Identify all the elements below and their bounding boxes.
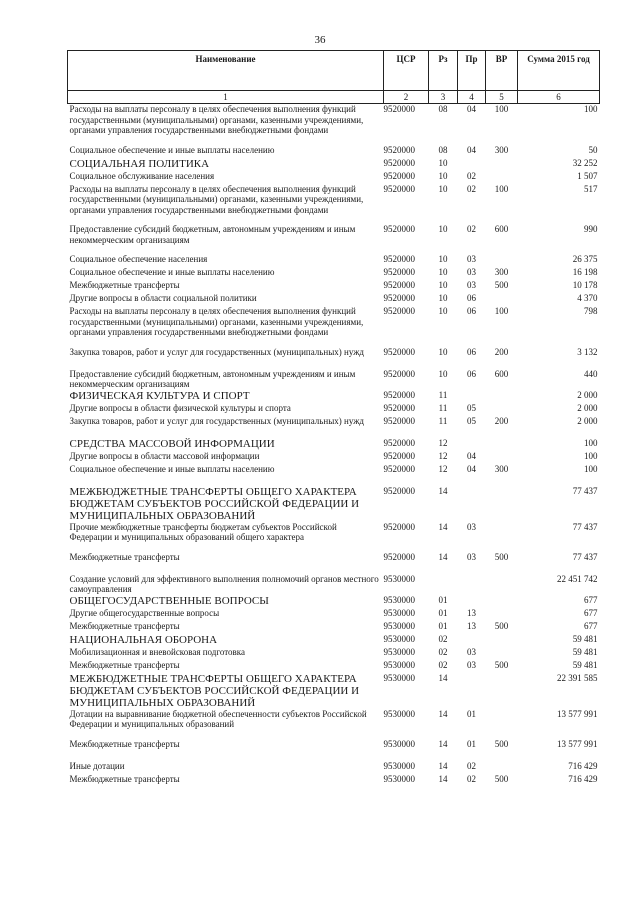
table-row xyxy=(68,595,600,608)
row-spacer xyxy=(68,752,600,761)
row-amount: 100 xyxy=(584,450,598,461)
row-name: Расходы на выплаты персоналу в целях обеспечения выполнения функций государственными (муниципальными) органами, казенными учреждениями, органами управления государственными внебюджетными фондами xyxy=(69,104,364,135)
column-number: 5 xyxy=(486,91,518,104)
row-amount: 50 xyxy=(588,144,598,155)
table-row xyxy=(68,608,600,621)
row-csr: 9520000 xyxy=(383,463,415,474)
row-pr: 13 xyxy=(467,607,476,618)
row-pr: 04 xyxy=(467,104,476,114)
row-amount: 440 xyxy=(584,368,598,379)
row-rz: 01 xyxy=(438,620,448,631)
row-vr xyxy=(486,158,518,171)
row-rz: 14 xyxy=(438,672,448,683)
row-vr: 200 xyxy=(494,346,509,357)
row-amount: 22 391 585 xyxy=(557,672,598,683)
table-row xyxy=(68,621,600,634)
table-row xyxy=(68,184,600,216)
row-csr: 9520000 xyxy=(383,170,415,181)
row-vr xyxy=(486,608,518,621)
row-amount: 59 481 xyxy=(572,633,598,644)
row-rz: 10 xyxy=(438,157,448,168)
row-pr: 05 xyxy=(467,402,476,413)
row-vr: 500 xyxy=(494,738,509,749)
row-rz: 12 xyxy=(438,437,448,448)
row-amount: 77 437 xyxy=(572,551,598,562)
row-rz: 10 xyxy=(438,280,448,290)
row-vr: 600 xyxy=(494,224,509,234)
table-row xyxy=(68,761,600,774)
row-pr: 02 xyxy=(467,773,476,784)
row-name: Социальное обеспечение и иные выплаты населению xyxy=(69,267,275,277)
row-vr: 500 xyxy=(494,659,509,670)
row-pr: 04 xyxy=(467,450,476,461)
row-amount: 59 481 xyxy=(572,646,598,657)
row-name: Социальное обеспечение и иные выплаты населению xyxy=(69,144,275,155)
row-pr: 02 xyxy=(467,170,476,181)
row-csr: 9520000 xyxy=(383,157,415,168)
row-pr xyxy=(458,595,486,608)
row-name: Иные дотации xyxy=(69,760,125,771)
row-amount: 677 xyxy=(584,607,598,618)
row-csr: 9520000 xyxy=(383,402,415,413)
row-vr xyxy=(486,574,518,595)
row-vr xyxy=(486,634,518,647)
row-amount: 2 000 xyxy=(577,402,598,413)
row-pr: 06 xyxy=(467,346,476,357)
table-row xyxy=(68,673,600,709)
row-name: Другие вопросы в области массовой информации xyxy=(69,450,260,461)
table-row xyxy=(68,438,600,451)
row-amount: 716 429 xyxy=(568,760,598,771)
row-amount: 32 252 xyxy=(572,157,598,168)
row-spacer-cell xyxy=(68,338,600,347)
row-vr xyxy=(486,451,518,464)
row-rz: 14 xyxy=(438,551,448,562)
row-spacer xyxy=(68,543,600,552)
row-spacer xyxy=(68,730,600,739)
table-row xyxy=(68,171,600,184)
row-vr xyxy=(486,403,518,416)
row-csr: 9520000 xyxy=(383,280,415,290)
row-vr xyxy=(486,522,518,543)
row-name: Межбюджетные трансферты xyxy=(69,773,180,784)
row-rz: 10 xyxy=(438,293,448,303)
table-row xyxy=(68,403,600,416)
row-name: Межбюджетные трансферты xyxy=(69,551,180,562)
row-name: Прочие межбюджетные трансферты бюджетам субъектов Российской Федерации и муниципальных образований общего характера xyxy=(69,521,337,542)
row-rz: 10 xyxy=(438,224,448,234)
row-vr: 100 xyxy=(494,183,509,194)
row-vr: 500 xyxy=(494,620,509,631)
row-amount: 677 xyxy=(584,594,598,605)
row-csr: 9520000 xyxy=(383,254,415,264)
row-rz: 12 xyxy=(438,450,448,461)
row-name: Мобилизационная и вневойсковая подготовка xyxy=(69,646,246,657)
row-csr: 9520000 xyxy=(383,224,415,234)
row-vr: 500 xyxy=(494,773,509,784)
row-pr xyxy=(458,673,486,709)
row-pr: 03 xyxy=(467,267,476,277)
row-csr: 9520000 xyxy=(383,293,415,303)
row-pr xyxy=(458,390,486,403)
row-pr xyxy=(458,438,486,451)
row-rz: 10 xyxy=(438,346,448,357)
row-csr: 9530000 xyxy=(383,573,415,584)
row-rz: 11 xyxy=(438,415,448,426)
column-number-row xyxy=(68,91,600,104)
row-amount: 77 437 xyxy=(572,485,598,496)
row-name: Закупка товаров, работ и услуг для государственных (муниципальных) нужд xyxy=(69,415,364,426)
row-spacer xyxy=(68,360,600,369)
column-number: 3 xyxy=(429,91,458,104)
row-vr: 300 xyxy=(494,144,509,155)
row-csr: 9520000 xyxy=(383,551,415,562)
table-row xyxy=(68,104,600,136)
table-row xyxy=(68,280,600,293)
row-pr: 02 xyxy=(467,224,476,234)
row-pr: 03 xyxy=(467,551,476,562)
table-row xyxy=(68,254,600,267)
row-pr: 03 xyxy=(467,659,476,670)
row-name: Предоставление субсидий бюджетным, автономным учреждениям и иным некоммерческим организациям xyxy=(69,368,356,389)
table-row xyxy=(68,390,600,403)
row-rz: 08 xyxy=(438,104,448,114)
row-csr: 9520000 xyxy=(383,144,415,155)
row-name: Социальное обеспечение населения xyxy=(69,254,208,264)
row-vr: 300 xyxy=(494,267,509,277)
row-vr xyxy=(486,293,518,306)
row-spacer-cell xyxy=(68,543,600,552)
row-rz: 02 xyxy=(438,659,448,670)
row-spacer xyxy=(68,565,600,574)
row-name: Расходы на выплаты персоналу в целях обеспечения выполнения функций государственными (муниципальными) органами, казенными учреждениями, органами управления государственными внебюджетными фондами xyxy=(69,306,364,337)
row-name: Социальное обеспечение и иные выплаты населению xyxy=(69,463,275,474)
page-number: 36 xyxy=(314,34,326,46)
budget-table xyxy=(67,50,600,787)
row-rz: 14 xyxy=(438,773,448,784)
row-pr: 13 xyxy=(467,620,476,631)
row-vr: 500 xyxy=(494,280,509,290)
row-name: СРЕДСТВА МАССОВОЙ ИНФОРМАЦИИ xyxy=(69,437,275,450)
row-spacer xyxy=(68,136,600,145)
row-amount: 100 xyxy=(584,437,598,448)
row-vr xyxy=(486,709,518,730)
row-name: Межбюджетные трансферты xyxy=(69,738,180,749)
row-spacer xyxy=(68,477,600,486)
row-csr: 9530000 xyxy=(383,760,415,771)
row-pr xyxy=(458,158,486,171)
row-name: МЕЖБЮДЖЕТНЫЕ ТРАНСФЕРТЫ ОБЩЕГО ХАРАКТЕРА БЮДЖЕТАМ СУБЪЕКТОВ РОССИЙСКОЙ ФЕДЕРАЦИИ И МУНИЦИПАЛЬНЫХ ОБРАЗОВАНИЙ xyxy=(69,672,360,709)
row-rz: 08 xyxy=(438,144,448,155)
row-vr: 300 xyxy=(494,463,509,474)
row-vr: 200 xyxy=(494,415,509,426)
row-name: Межбюджетные трансферты xyxy=(69,280,180,290)
table-row xyxy=(68,347,600,360)
row-csr: 9520000 xyxy=(383,306,415,316)
row-amount: 716 429 xyxy=(568,773,598,784)
row-rz: 01 xyxy=(438,594,448,605)
row-spacer-cell xyxy=(68,429,600,438)
row-pr: 02 xyxy=(467,183,476,194)
row-csr: 9520000 xyxy=(383,183,415,194)
row-vr: 100 xyxy=(494,104,509,114)
row-pr xyxy=(458,634,486,647)
row-name: ОБЩЕГОСУДАРСТВЕННЫЕ ВОПРОСЫ xyxy=(69,594,269,607)
table-row xyxy=(68,522,600,543)
row-rz: 10 xyxy=(438,183,448,194)
row-amount: 13 577 991 xyxy=(557,708,598,719)
row-vr xyxy=(486,595,518,608)
row-pr: 03 xyxy=(467,646,476,657)
row-name: Создание условий для эффективного выполнения полномочий органов местного самоуправления xyxy=(69,573,379,594)
header-row xyxy=(68,51,600,91)
table-row xyxy=(68,224,600,245)
row-spacer xyxy=(68,338,600,347)
row-spacer-cell xyxy=(68,245,600,254)
row-csr: 9520000 xyxy=(383,415,415,426)
row-csr: 9530000 xyxy=(383,594,415,605)
row-spacer xyxy=(68,245,600,254)
row-pr: 04 xyxy=(467,463,476,474)
row-spacer xyxy=(68,429,600,438)
row-spacer-cell xyxy=(68,360,600,369)
row-vr xyxy=(486,171,518,184)
row-name: Межбюджетные трансферты xyxy=(69,659,180,670)
row-name: Другие общегосударственные вопросы xyxy=(69,607,220,618)
row-spacer-cell xyxy=(68,215,600,224)
row-rz: 14 xyxy=(438,485,448,496)
column-header-rz: Рз xyxy=(429,51,458,91)
column-header-pr: Пр xyxy=(458,51,486,91)
row-rz: 10 xyxy=(438,368,448,379)
table-row xyxy=(68,552,600,565)
column-number: 4 xyxy=(458,91,486,104)
row-vr xyxy=(486,486,518,522)
table-row xyxy=(68,464,600,477)
row-csr: 9530000 xyxy=(383,659,415,670)
row-csr: 9530000 xyxy=(383,672,415,683)
row-vr xyxy=(486,254,518,267)
column-header-vr: ВР xyxy=(486,51,518,91)
row-pr: 03 xyxy=(467,521,476,532)
row-amount: 1 507 xyxy=(577,170,598,181)
row-amount: 26 375 xyxy=(572,254,598,264)
row-rz: 14 xyxy=(438,708,448,719)
row-pr xyxy=(458,486,486,522)
row-rz: 02 xyxy=(438,633,448,644)
row-rz: 10 xyxy=(438,267,448,277)
row-csr: 9520000 xyxy=(383,521,415,532)
table-row xyxy=(68,574,600,595)
row-name: НАЦИОНАЛЬНАЯ ОБОРОНА xyxy=(69,633,218,646)
row-vr xyxy=(486,761,518,774)
row-csr: 9520000 xyxy=(383,450,415,461)
row-pr: 04 xyxy=(467,144,476,155)
row-rz: 10 xyxy=(438,306,448,316)
row-name: СОЦИАЛЬНАЯ ПОЛИТИКА xyxy=(69,157,210,170)
row-spacer-cell xyxy=(68,730,600,739)
row-rz: 12 xyxy=(438,463,448,474)
table-row xyxy=(68,709,600,730)
row-name: Предоставление субсидий бюджетным, автономным учреждениям и иным некоммерческим организациям xyxy=(69,224,356,245)
table-row xyxy=(68,369,600,390)
row-csr: 9530000 xyxy=(383,773,415,784)
row-csr: 9530000 xyxy=(383,620,415,631)
row-pr: 02 xyxy=(467,760,476,771)
row-name: Расходы на выплаты персоналу в целях обеспечения выполнения функций государственными (муниципальными) органами, казенными учреждениями, органами управления государственными внебюджетными фондами xyxy=(69,183,364,215)
row-csr: 9520000 xyxy=(383,437,415,448)
table-row xyxy=(68,634,600,647)
table-row xyxy=(68,293,600,306)
row-vr: 100 xyxy=(494,306,509,316)
row-pr: 03 xyxy=(467,280,476,290)
column-header-sum: Сумма 2015 год xyxy=(518,51,600,91)
row-spacer-cell xyxy=(68,477,600,486)
row-csr: 9530000 xyxy=(383,708,415,719)
row-csr: 9520000 xyxy=(383,368,415,379)
column-number: 1 xyxy=(68,91,384,104)
row-csr: 9530000 xyxy=(383,607,415,618)
table-header xyxy=(68,51,600,104)
table-body xyxy=(68,104,600,787)
table-row xyxy=(68,267,600,280)
table-row xyxy=(68,486,600,522)
row-pr: 06 xyxy=(467,306,476,316)
row-amount: 990 xyxy=(584,224,598,234)
row-csr: 9530000 xyxy=(383,633,415,644)
table-row xyxy=(68,306,600,338)
row-pr: 06 xyxy=(467,293,476,303)
column-number: 2 xyxy=(384,91,429,104)
row-rz: 10 xyxy=(438,254,448,264)
row-rz: 02 xyxy=(438,646,448,657)
row-amount: 677 xyxy=(584,620,598,631)
row-name: Закупка товаров, работ и услуг для государственных (муниципальных) нужд xyxy=(69,346,364,357)
table-row xyxy=(68,660,600,673)
row-rz: 10 xyxy=(438,170,448,181)
row-spacer-cell xyxy=(68,565,600,574)
row-amount: 100 xyxy=(584,104,598,114)
row-rz: 14 xyxy=(438,760,448,771)
row-vr: 500 xyxy=(494,551,509,562)
column-number: 6 xyxy=(518,91,600,104)
row-pr xyxy=(458,574,486,595)
row-name: МЕЖБЮДЖЕТНЫЕ ТРАНСФЕРТЫ ОБЩЕГО ХАРАКТЕРА БЮДЖЕТАМ СУБЪЕКТОВ РОССИЙСКОЙ ФЕДЕРАЦИИ И МУНИЦИПАЛЬНЫХ ОБРАЗОВАНИЙ xyxy=(69,485,360,522)
row-spacer-cell xyxy=(68,752,600,761)
row-name: Дотации на выравнивание бюджетной обеспеченности субъектов Российской Федерации и муниципальных образований xyxy=(69,708,367,729)
row-vr xyxy=(486,438,518,451)
row-name: Межбюджетные трансферты xyxy=(69,620,180,631)
row-amount: 13 577 991 xyxy=(557,738,598,749)
row-rz: 11 xyxy=(438,402,448,413)
table-row xyxy=(68,647,600,660)
row-amount: 22 451 742 xyxy=(557,573,598,584)
row-amount: 2 000 xyxy=(577,389,598,400)
table-row xyxy=(68,451,600,464)
row-amount: 2 000 xyxy=(577,415,598,426)
row-csr: 9520000 xyxy=(383,485,415,496)
row-csr: 9520000 xyxy=(383,267,415,277)
row-pr: 03 xyxy=(467,254,476,264)
row-spacer-cell xyxy=(68,136,600,145)
row-name: Другие вопросы в области физической культуры и спорта xyxy=(69,402,291,413)
row-spacer xyxy=(68,215,600,224)
row-vr: 600 xyxy=(494,368,509,379)
row-csr: 9520000 xyxy=(383,104,415,114)
row-amount: 517 xyxy=(584,183,598,194)
row-rz: 14 xyxy=(438,738,448,749)
row-name: ФИЗИЧЕСКАЯ КУЛЬТУРА И СПОРТ xyxy=(69,389,250,402)
row-rz xyxy=(429,574,458,595)
column-header-csr: ЦСР xyxy=(384,51,429,91)
table-row xyxy=(68,416,600,429)
row-csr: 9530000 xyxy=(383,646,415,657)
row-pr: 05 xyxy=(467,415,476,426)
row-amount: 4 370 xyxy=(577,293,598,303)
row-vr xyxy=(486,673,518,709)
row-amount: 100 xyxy=(584,463,598,474)
row-amount: 10 178 xyxy=(572,280,598,290)
row-pr: 06 xyxy=(467,368,476,379)
row-pr: 01 xyxy=(467,708,476,719)
table-row xyxy=(68,145,600,158)
row-pr: 01 xyxy=(467,738,476,749)
row-vr xyxy=(486,390,518,403)
row-amount: 16 198 xyxy=(572,267,598,277)
row-csr: 9520000 xyxy=(383,389,415,400)
row-name: Социальное обслуживание населения xyxy=(69,170,215,181)
table-row xyxy=(68,739,600,752)
row-rz: 14 xyxy=(438,521,448,532)
row-amount: 798 xyxy=(584,306,598,316)
row-amount: 77 437 xyxy=(572,521,598,532)
row-csr: 9530000 xyxy=(383,738,415,749)
table-row xyxy=(68,158,600,171)
row-rz: 01 xyxy=(438,607,448,618)
row-rz: 11 xyxy=(438,389,448,400)
row-amount: 59 481 xyxy=(572,659,598,670)
row-csr: 9520000 xyxy=(383,346,415,357)
column-header-name: Наименование xyxy=(68,51,384,91)
row-name: Другие вопросы в области социальной политики xyxy=(69,293,257,303)
row-amount: 3 132 xyxy=(577,346,598,357)
row-vr xyxy=(486,647,518,660)
table-row xyxy=(68,774,600,787)
